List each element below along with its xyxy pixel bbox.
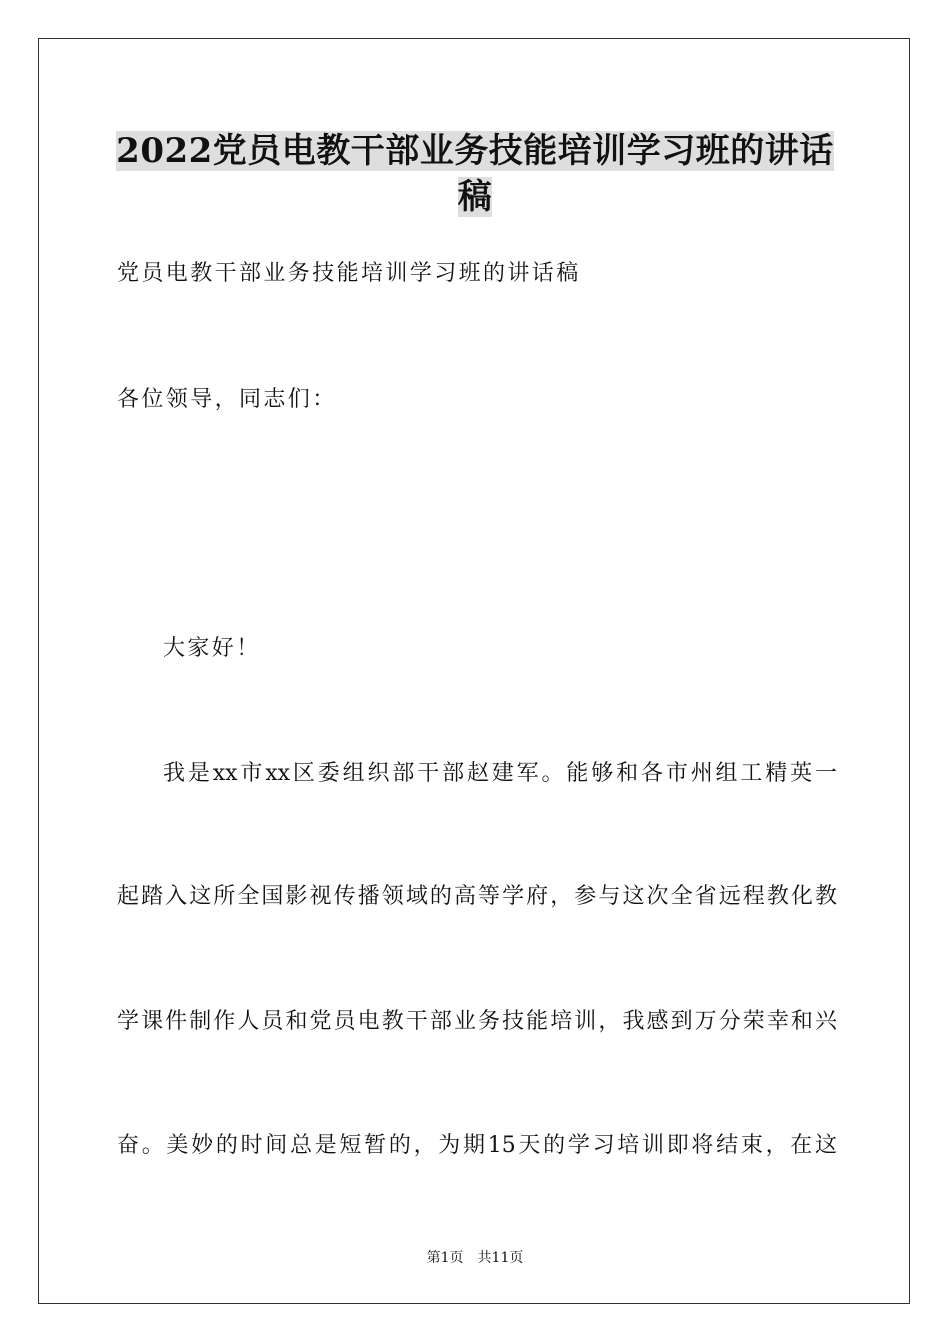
page-footer: [0, 1249, 950, 1267]
paragraph-line-4: 奋。美妙的时间总是短暂的，为期15天的学习培训即将结束，在这: [117, 1133, 837, 1158]
page-border: [38, 38, 910, 1304]
title-line-1: 2022党员电教干部业务技能培训学习班的讲话: [116, 131, 834, 171]
salutation: 各位领导，同志们：: [117, 387, 337, 412]
paragraph-line-2: 起踏入这所全国影视传播领域的高等学府，参与这次全省远程教化教: [117, 884, 837, 909]
greeting: 大家好！: [163, 636, 261, 661]
title-line-2: 稿: [457, 177, 493, 217]
page-number: 第1页: [426, 1250, 464, 1266]
document-title: [110, 128, 840, 220]
paragraph-line-3: 学课件制作人员和党员电教干部业务技能培训，我感到万分荣幸和兴: [117, 1009, 837, 1034]
page-total: 共11页: [477, 1250, 524, 1266]
subtitle: 党员电教干部业务技能培训学习班的讲话稿: [117, 261, 581, 286]
paragraph-line-1: 我是xx市xx区委组织部干部赵建军。能够和各市州组工精英一: [163, 761, 837, 786]
